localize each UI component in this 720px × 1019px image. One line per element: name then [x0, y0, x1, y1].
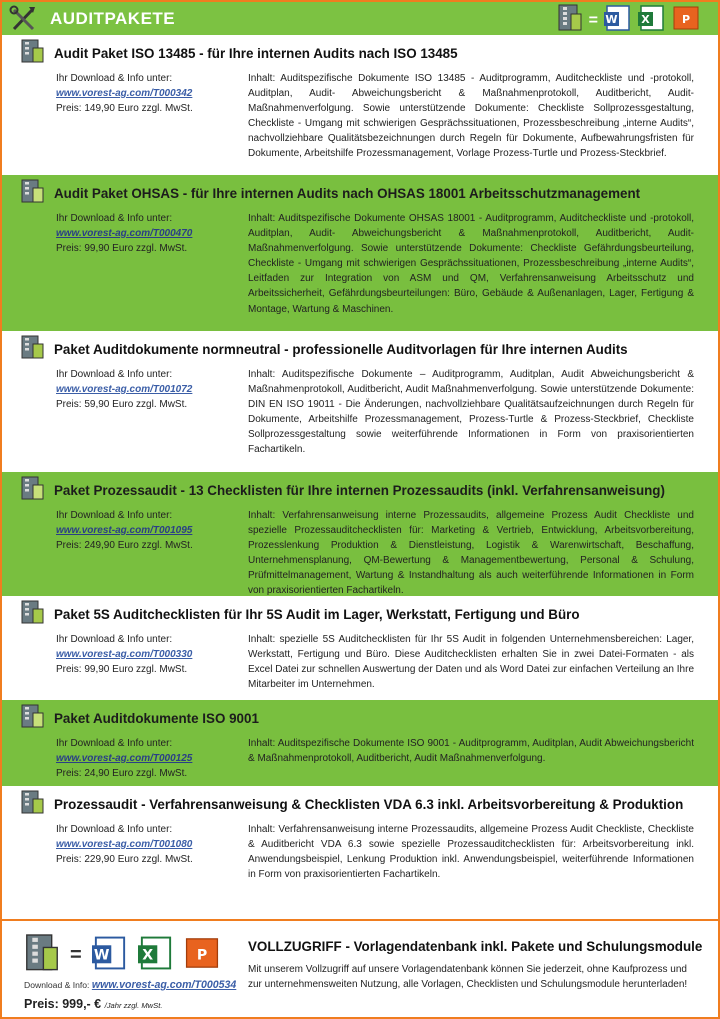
package-price: Preis: 59,90 Euro zzgl. MwSt.	[56, 399, 188, 410]
equals-sign: =	[70, 944, 82, 966]
package-section	[2, 596, 718, 700]
download-label: Ihr Download & Info unter:	[56, 824, 173, 835]
svg-text:P: P	[196, 947, 207, 964]
package-price: Preis: 99,90 Euro zzgl. MwSt.	[56, 243, 188, 254]
powerpoint-icon	[184, 935, 220, 976]
download-label: Ihr Download & Info unter:	[56, 510, 173, 521]
svg-text:P: P	[681, 13, 691, 26]
svg-text:X: X	[141, 947, 153, 964]
package-title: Paket Auditdokumente normneutral - professionelle Auditvorlagen für Ihre internen Audits	[54, 341, 628, 357]
package-content: Inhalt: Verfahrensanweisung interne Prozessaudits, allgemeine Prozess Audit Checkliste und spezielle Prozessauditchecklisten für: Marketing & Vertrieb, Entwicklung, Arbeitsvorbereitung, Prozesslenkung Produktion & Dienstleistung, Logistik & Warenwirtschaft, Beschaffung, Unternehmensplanung, QM-Bewertung & Managementbewertung, Personal & Schulung, Prüfmittelmanagement, Wartung & Instandhaltung als auch weiterführende Informationen in Form von praxisorientierten Fachartikeln.	[248, 510, 694, 597]
word-icon	[92, 935, 128, 976]
zip-archive-icon	[20, 39, 46, 68]
package-content: Inhalt: Auditspezifische Dokumente OHSAS 18001 - Auditprogramm, Auditcheckliste und -protokoll, Auditplan, Audit- Abweichungsbericht & Maßnahmenprotokoll, Auditbericht, Audit-Maßnahmenverfolgung. Sowie unterstützende Dokumente: Checkliste Gefährdungsbeurteilung, Checkliste - Umgang mit schwierigen Gesprächssituationen, Prozessbeschreibung „interne Audits“, Leitfaden zur Integration von ASM und QM, Verfahrensanweisung Arbeitsschutz und Arbeitssicherheit, Gefährdungsbeurteilungen: Büro, Gebäude & Außenanlagen, Lager, Fertigung & Montage, Wartung & Maschinen.	[248, 213, 694, 315]
package-title: Paket Prozessaudit - 13 Checklisten für Ihre internen Prozessaudits (inkl. Verfahrensanweisung)	[54, 482, 665, 498]
excel-icon	[138, 935, 174, 976]
download-label: Ihr Download & Info unter:	[56, 213, 173, 224]
footer-price-suffix: /Jahr zzgl. MwSt.	[104, 1001, 163, 1010]
zip-archive-icon	[24, 933, 60, 978]
package-content: Inhalt: spezielle 5S Auditchecklisten für Ihr 5S Audit in folgenden Unternehmensbereichen: Lager, Werkstatt, Fertigung und Büro. Diese Auditchecklisten erhalten Sie in zwei Datei-Formaten - als Excel Datei zur schnellen Auswertung der Daten und als Word Datei zur einfachen Verteilung an Ihre Mitarbeiter im Unternehmen.	[248, 634, 694, 691]
package-title: Audit Paket ISO 13485 - für Ihre internen Audits nach ISO 13485	[54, 45, 458, 61]
package-section	[2, 35, 718, 175]
format-legend	[557, 4, 700, 37]
package-section	[2, 331, 718, 472]
zip-archive-icon	[20, 179, 46, 208]
word-icon	[604, 4, 632, 37]
svg-text:W: W	[605, 13, 618, 26]
footer-download	[24, 979, 236, 991]
package-section	[2, 472, 718, 596]
footer-download-label: Download & Info:	[24, 980, 90, 990]
package-title: Prozessaudit - Verfahrensanweisung & Checklisten VDA 6.3 inkl. Arbeitsvorbereitung & Produktion	[54, 796, 684, 812]
zip-archive-icon	[20, 476, 46, 505]
footer-price-main: Preis: 999,- €	[24, 997, 102, 1011]
package-content: Inhalt: Auditspezifische Dokumente ISO 13485 - Auditprogramm, Auditcheckliste und -protokoll, Auditplan, Audit- Abweichungsbericht & Maßnahmenprotokoll, Auditbericht, Audit-Maßnahmenverfolgung. Sowie unterstützende Dokumente: Checkliste Sollprozessgestaltung, Checkliste - Umgang mit schwierigen Gesprächssituationen, Prozessbeschreibung „interne Audits“, nachvollziehbare Qualitätsbezeichnungen durch Regeln für Dokumente, Aufbewahrungsfristen für Dokumente, Arbeitshilfe Prozessmanagement, Vorlage Prozess-Turtle und Prozess-Steckbrief.	[248, 73, 694, 160]
package-link[interactable]: www.vorest-ag.com/T001072	[56, 384, 193, 395]
powerpoint-icon	[672, 4, 700, 37]
zip-archive-icon	[20, 600, 46, 629]
package-content: Inhalt: Auditspezifische Dokumente – Auditprogramm, Auditplan, Audit Abweichungsbericht & Maßnahmenprotokoll, Auditbericht, Audit Maßnahmenverfolgung. Sowie unterstützende Dokumente: DIN EN ISO 19011 - Die Änderungen, nachvollziehbare Qualitätsaufzeichnungen durch Regeln für Dokumente, Arbeitshilfe Prozessmanagement, Prozess-Turtle & Prozess-Steckbrief, Checkliste Sollprozessgestaltung sowie weiterführende Informationen in Form von praxisorientierten Fachartikeln.	[248, 369, 694, 456]
package-price: Preis: 149,90 Euro zzgl. MwSt.	[56, 103, 193, 114]
package-title: Paket 5S Auditchecklisten für Ihr 5S Audit im Lager, Werkstatt, Fertigung und Büro	[54, 606, 580, 622]
footer-title: VOLLZUGRIFF - Vorlagendatenbank inkl. Pakete und Schulungsmodule	[248, 939, 703, 954]
download-label: Ihr Download & Info unter:	[56, 73, 173, 84]
package-title: Paket Auditdokumente ISO 9001	[54, 710, 259, 726]
package-section	[2, 700, 718, 786]
svg-text:X: X	[641, 13, 650, 26]
package-link[interactable]: www.vorest-ag.com/T000470	[56, 228, 193, 239]
package-price: Preis: 99,90 Euro zzgl. MwSt.	[56, 664, 188, 675]
equals-sign: =	[588, 11, 598, 29]
package-link[interactable]: www.vorest-ag.com/T001080	[56, 839, 193, 850]
package-link[interactable]: www.vorest-ag.com/T000342	[56, 88, 193, 99]
package-price: Preis: 229,90 Euro zzgl. MwSt.	[56, 854, 193, 865]
package-price: Preis: 24,90 Euro zzgl. MwSt.	[56, 768, 188, 779]
package-content: Inhalt: Auditspezifische Dokumente ISO 9001 - Auditprogramm, Auditplan, Audit Abweichungsbericht & Maßnahmenprotokoll, Auditbericht, Audit Maßnahmenverfolgung.	[248, 738, 694, 765]
excel-icon	[638, 4, 666, 37]
footer-format-icons	[24, 933, 220, 978]
package-section	[2, 175, 718, 331]
package-price: Preis: 249,90 Euro zzgl. MwSt.	[56, 540, 193, 551]
zip-archive-icon	[20, 335, 46, 364]
download-label: Ihr Download & Info unter:	[56, 634, 173, 645]
zip-archive-icon	[20, 704, 46, 733]
footer-link[interactable]: www.vorest-ag.com/T000534	[91, 979, 237, 991]
package-content: Inhalt: Verfahrensanweisung interne Prozessaudits, allgemeine Prozess Audit Checkliste, Checkliste & Auditbericht VDA 6.3 sowie spezielle Prozessauditchecklisten für: Arbeitsvorbereitung inkl. Anwendungsbeispiel, Lenkung Produktion inkl. Anwendungsbeispiel, weiterführende Informationen in Form von praxisorientierten Fachartikeln.	[248, 824, 694, 881]
footer-text: Mit unserem Vollzugriff auf unsere Vorlagendatenbank können Sie jederzeit, ohne Kaufprozess und zur unternehmensweiten Nutzung, alle Vorlagen, Checklisten und Schulungsmodule herunterladen!	[248, 964, 688, 990]
header-bar	[2, 2, 718, 35]
download-label: Ihr Download & Info unter:	[56, 369, 173, 380]
footer	[2, 921, 718, 1019]
tools-icon	[2, 2, 46, 35]
package-title: Audit Paket OHSAS - für Ihre internen Audits nach OHSAS 18001 Arbeitsschutzmanagement	[54, 185, 641, 201]
zip-archive-icon	[20, 790, 46, 819]
svg-text:W: W	[93, 947, 110, 964]
download-label: Ihr Download & Info unter:	[56, 738, 173, 749]
footer-price	[24, 997, 162, 1011]
package-link[interactable]: www.vorest-ag.com/T000125	[56, 753, 193, 764]
package-link[interactable]: www.vorest-ag.com/T000330	[56, 649, 193, 660]
package-section	[2, 786, 718, 908]
package-link[interactable]: www.vorest-ag.com/T001095	[56, 525, 193, 536]
zip-archive-icon	[557, 4, 583, 37]
page-title: AUDITPAKETE	[50, 8, 176, 28]
